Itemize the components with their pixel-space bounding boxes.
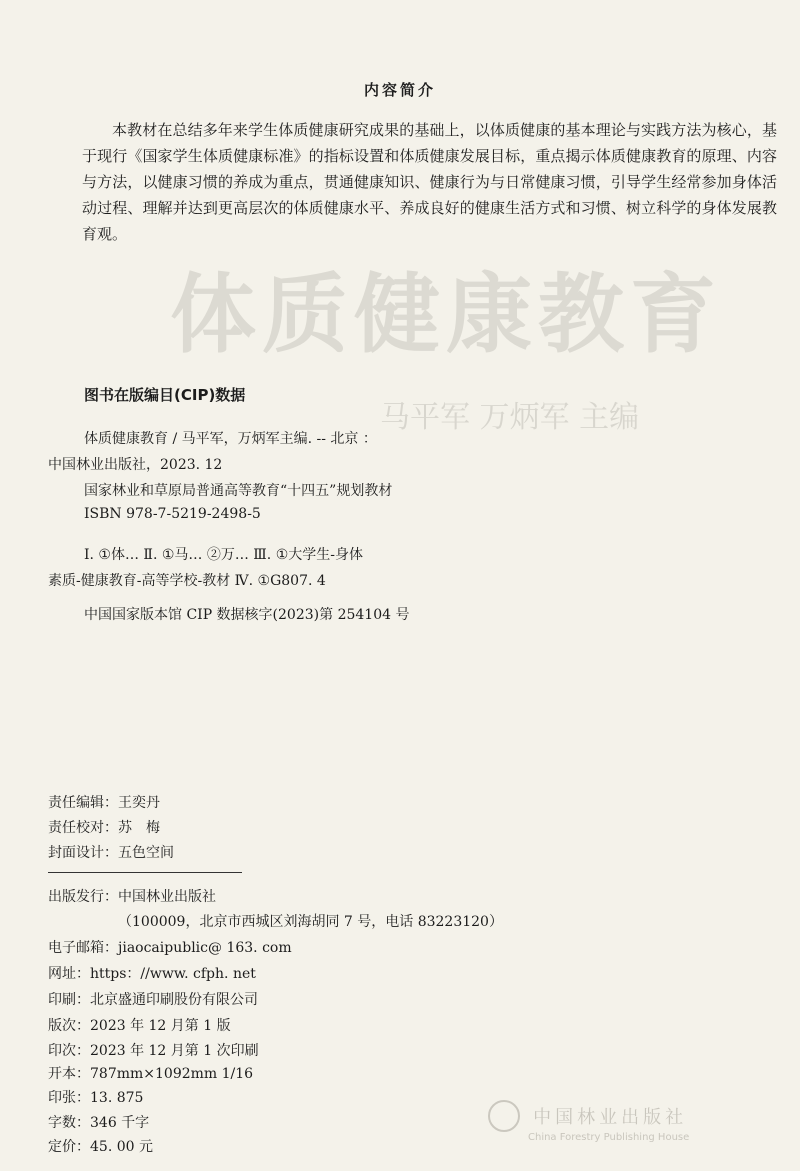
edition-line: 版次：2023 年 12 月第 1 版 (48, 1018, 231, 1034)
publisher-logo-cn: 中国林业出版社 (533, 1107, 688, 1128)
printing-line: 印次：2023 年 12 月第 1 次印刷 (48, 1043, 259, 1059)
summary-heading: 内容简介 (363, 81, 436, 99)
publisher-emblem-icon (488, 1100, 520, 1132)
responsible-editor: 责任编辑：王奕丹 (48, 795, 160, 811)
price-line: 定价：45. 00 元 (48, 1139, 153, 1155)
cip-publisher-line: 中国林业出版社，2023. 12 (48, 457, 223, 473)
format-line: 开本：787mm×1092mm 1/16 (48, 1066, 254, 1082)
divider-line (48, 872, 242, 873)
cip-series-line: 国家林业和草原局普通高等教育“十四五”规划教材 (84, 483, 393, 499)
publisher-line: 出版发行：中国林业出版社 (48, 889, 216, 905)
summary-body: 本教材在总结多年来学生体质健康研究成果的基础上，以体质健康的基本理论与实践方法为核心，基于现行《国家学生体质健康标准》的指标设置和体质健康发展目标，重点揭示体质健康教育的原理、内容与方法，以健康习惯的养成为重点，贯通健康知识、健康行为与日常健康习惯，引导学生经常参加身体活动过程、理解并达到更高层次的体质健康水平、养成良好的健康生活方式和习惯、树立科学的身体发展教育观。 (82, 121, 777, 243)
cip-isbn-line: ISBN 978-7-5219-2498-5 (84, 506, 261, 522)
publisher-logo (488, 1100, 690, 1143)
cip-record-number: 中国国家版本馆 CIP 数据核字(2023)第 254104 号 (84, 607, 410, 623)
responsible-proofreader: 责任校对：苏 梅 (48, 820, 160, 836)
cip-classification-line: Ⅰ. ①体… Ⅱ. ①马… ②万… Ⅲ. ①大学生-身体 (84, 547, 363, 563)
website-line: 网址：https：//www. cfph. net (48, 966, 256, 982)
cip-classification-continued: 素质-健康教育-高等学校-教材 Ⅳ. ①G807. 4 (48, 573, 326, 589)
word-count-line: 字数：346 千字 (48, 1115, 150, 1131)
email-line: 电子邮箱：jiaocaipublic@ 163. com (48, 940, 292, 956)
cip-title-line: 体质健康教育 / 马平军，万炳军主编. -- 北京 ： (84, 431, 377, 447)
sheets-line: 印张：13. 875 (48, 1090, 144, 1106)
cip-heading: 图书在版编目(CIP)数据 (84, 386, 246, 404)
background-watermark-title: 体质健康教育 (170, 265, 722, 365)
printer-line: 印刷：北京盛通印刷股份有限公司 (48, 992, 258, 1008)
background-watermark-authors: 马平军 万炳军 主编 (380, 400, 640, 435)
publisher-address: （100009，北京市西城区刘海胡同 7 号，电话 83223120） (118, 914, 503, 930)
publisher-logo-en: China Forestry Publishing House (528, 1132, 690, 1143)
cover-designer: 封面设计：五色空间 (48, 845, 174, 861)
